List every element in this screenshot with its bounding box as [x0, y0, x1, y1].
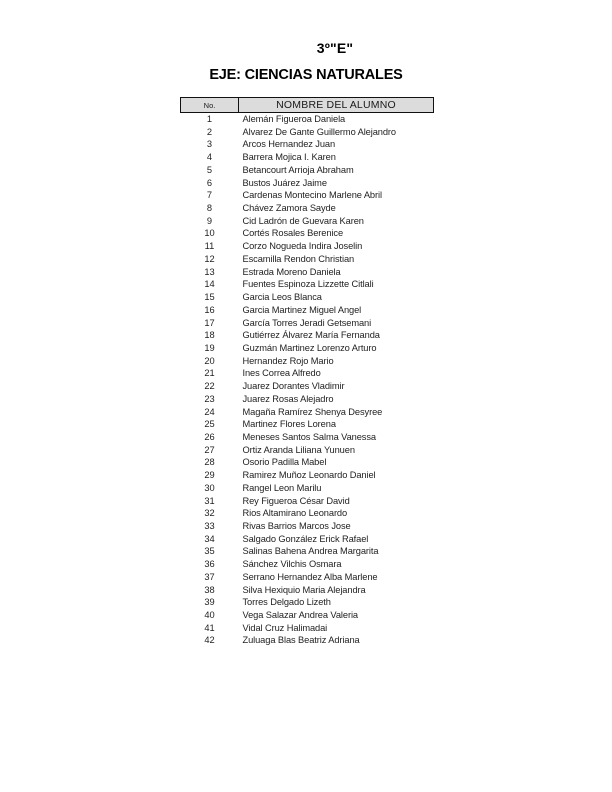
table-header-row: [181, 98, 434, 113]
student-name: Estrada Moreno Daniela: [242, 266, 341, 277]
table-row: [181, 291, 434, 304]
student-name: Salinas Bahena Andrea Margarita: [242, 546, 379, 557]
table-row: [181, 227, 434, 240]
table-row: [181, 393, 434, 406]
table-row: [181, 584, 434, 597]
table-row: [181, 215, 434, 228]
table-row: [181, 634, 434, 647]
student-name: Garcia Martinez Miguel Angel: [242, 304, 362, 315]
student-name: Bustos Juárez Jaime: [242, 177, 327, 188]
student-name: Escamilla Rendon Christian: [242, 253, 355, 264]
student-name: Cid Ladrón de Guevara Karen: [242, 215, 364, 226]
student-number: 42: [204, 635, 215, 646]
table-row: [181, 609, 434, 622]
student-roster-table: [180, 97, 434, 647]
student-name: Garcia Leos Blanca: [242, 292, 322, 303]
student-name: Vidal Cruz Halimadai: [242, 622, 328, 633]
student-name: Ortiz Aranda Liliana Yunuen: [242, 444, 355, 455]
table-row: [181, 126, 434, 139]
student-name: Betancourt Arrioja Abraham: [242, 164, 354, 175]
student-name: Fuentes Espinoza Lizzette Citlali: [242, 279, 374, 290]
student-number: 38: [204, 584, 215, 595]
student-number: 35: [204, 546, 215, 557]
table-row: [181, 367, 434, 380]
student-number: 19: [204, 342, 215, 353]
student-number: 2: [206, 126, 213, 137]
page-subtitle: EJE: CIENCIAS NATURALES: [209, 67, 403, 83]
student-number: 17: [204, 317, 215, 328]
student-name: Meneses Santos Salma Vanessa: [242, 431, 376, 442]
student-number: 20: [204, 355, 215, 366]
student-number: 26: [204, 431, 215, 442]
table-row: [181, 151, 434, 164]
student-number: 16: [204, 304, 215, 315]
student-number: 21: [204, 368, 215, 379]
student-number: 32: [204, 508, 215, 519]
student-number: 14: [204, 279, 215, 290]
student-number: 15: [204, 292, 215, 303]
student-name: Silva Hexiquio Maria Alejandra: [242, 584, 366, 595]
table-row: [181, 253, 434, 266]
student-number: 18: [204, 330, 215, 341]
student-name: Zuluaga Blas Beatriz Adriana: [242, 635, 360, 646]
student-number: 36: [204, 559, 215, 570]
student-number: 11: [204, 241, 215, 252]
student-name: Juarez Dorantes Vladimir: [242, 381, 345, 392]
table-header: [181, 98, 434, 113]
student-name: Hernandez Rojo Mario: [242, 355, 334, 366]
student-number: 9: [206, 215, 213, 226]
student-name: Cardenas Montecino Marlene Abril: [242, 190, 382, 201]
student-number: 27: [204, 444, 215, 455]
table-row: [181, 304, 434, 317]
student-name: Rangel Leon Marilu: [242, 482, 322, 493]
student-name: Barrera Mojica I. Karen: [242, 152, 336, 163]
student-name: Ines Correa Alfredo: [242, 368, 321, 379]
table-row: [181, 545, 434, 558]
student-number: 22: [204, 381, 215, 392]
table-row: [181, 507, 434, 520]
student-name: Corzo Nogueda Indira Joselin: [242, 241, 363, 252]
table-row: [181, 520, 434, 533]
table-row: [181, 571, 434, 584]
student-name: Serrano Hernandez Alba Marlene: [242, 571, 378, 582]
table-row: [181, 202, 434, 215]
table-row: [181, 317, 434, 330]
student-number: 5: [206, 164, 213, 175]
student-name: Cortés Rosales Berenice: [242, 228, 344, 239]
student-number: 7: [206, 190, 213, 201]
table-row: [181, 380, 434, 393]
student-name: Arcos Hernandez Juan: [242, 139, 336, 150]
student-name: Salgado González Erick Rafael: [242, 533, 369, 544]
table-row: [181, 266, 434, 279]
student-number: 4: [206, 152, 213, 163]
table-row: [181, 406, 434, 419]
table-row: [181, 177, 434, 190]
table-row: [181, 469, 434, 482]
table-row: [181, 164, 434, 177]
student-name: Rios Altamirano Leonardo: [242, 508, 348, 519]
table-row: [181, 482, 434, 495]
table-row: [181, 113, 434, 126]
table-row: [181, 342, 434, 355]
student-number: 13: [204, 266, 215, 277]
student-number: 40: [204, 610, 215, 621]
table-row: [181, 278, 434, 291]
table-row: [181, 189, 434, 202]
table-row: [181, 418, 434, 431]
student-name: Rivas Barrios Marcos Jose: [242, 521, 351, 531]
student-name: Rey Figueroa César David: [242, 495, 350, 506]
table-row: [181, 558, 434, 571]
student-number: 24: [204, 406, 215, 417]
student-name: Magaña Ramírez Shenya Desyree: [242, 406, 383, 417]
student-name: García Torres Jeradi Getsemani: [242, 317, 372, 328]
student-number: 41: [204, 622, 215, 633]
table-row: [181, 355, 434, 368]
student-name: Gutiérrez Álvarez María Fernanda: [242, 330, 380, 341]
student-number: 23: [204, 393, 215, 404]
student-number: 1: [206, 114, 213, 124]
student-name: Sánchez Vilchis Osmara: [242, 559, 342, 570]
column-header-nombre-del-alumno: NOMBRE DEL ALUMNO: [239, 98, 434, 113]
student-number: 37: [204, 571, 215, 582]
student-number: 6: [206, 177, 213, 188]
student-name: Torres Delgado Lizeth: [242, 597, 331, 608]
student-name: Osorio Padilla Mabel: [242, 457, 327, 468]
student-number: 8: [206, 203, 213, 214]
table-body: [181, 113, 434, 648]
table-row: [181, 596, 434, 609]
table-row: [181, 622, 434, 635]
table-row: [181, 138, 434, 151]
column-header-no: No.: [181, 98, 239, 113]
table-row: [181, 444, 434, 457]
student-name: Guzmán Martinez Lorenzo Arturo: [242, 342, 377, 353]
page-title: 3º"E": [316, 40, 354, 56]
student-number: 10: [204, 228, 215, 239]
table-row: [181, 533, 434, 546]
student-name: Alemán Figueroa Daniela: [242, 114, 346, 124]
student-name: Vega Salazar Andrea Valeria: [242, 610, 358, 621]
table-row: [181, 456, 434, 469]
student-number: 30: [204, 482, 215, 493]
student-number: 33: [204, 521, 215, 531]
student-number: 31: [204, 495, 215, 506]
student-number: 29: [204, 470, 215, 481]
table-row: [181, 329, 434, 342]
student-name: Juarez Rosas Alejadro: [242, 393, 334, 404]
student-number: 39: [204, 597, 215, 608]
table-row: [181, 431, 434, 444]
table-row: [181, 240, 434, 253]
student-number: 25: [204, 419, 215, 430]
student-name: Ramirez Muñoz Leonardo Daniel: [242, 470, 376, 481]
student-name: Alvarez De Gante Guillermo Alejandro: [242, 126, 396, 137]
student-name: Martinez Flores Lorena: [242, 419, 336, 430]
table-row: [181, 495, 434, 508]
student-number: 12: [204, 253, 215, 264]
student-number: 28: [204, 457, 215, 468]
student-number: 3: [206, 139, 213, 150]
student-name: Chávez Zamora Sayde: [242, 203, 336, 214]
student-number: 34: [204, 533, 215, 544]
